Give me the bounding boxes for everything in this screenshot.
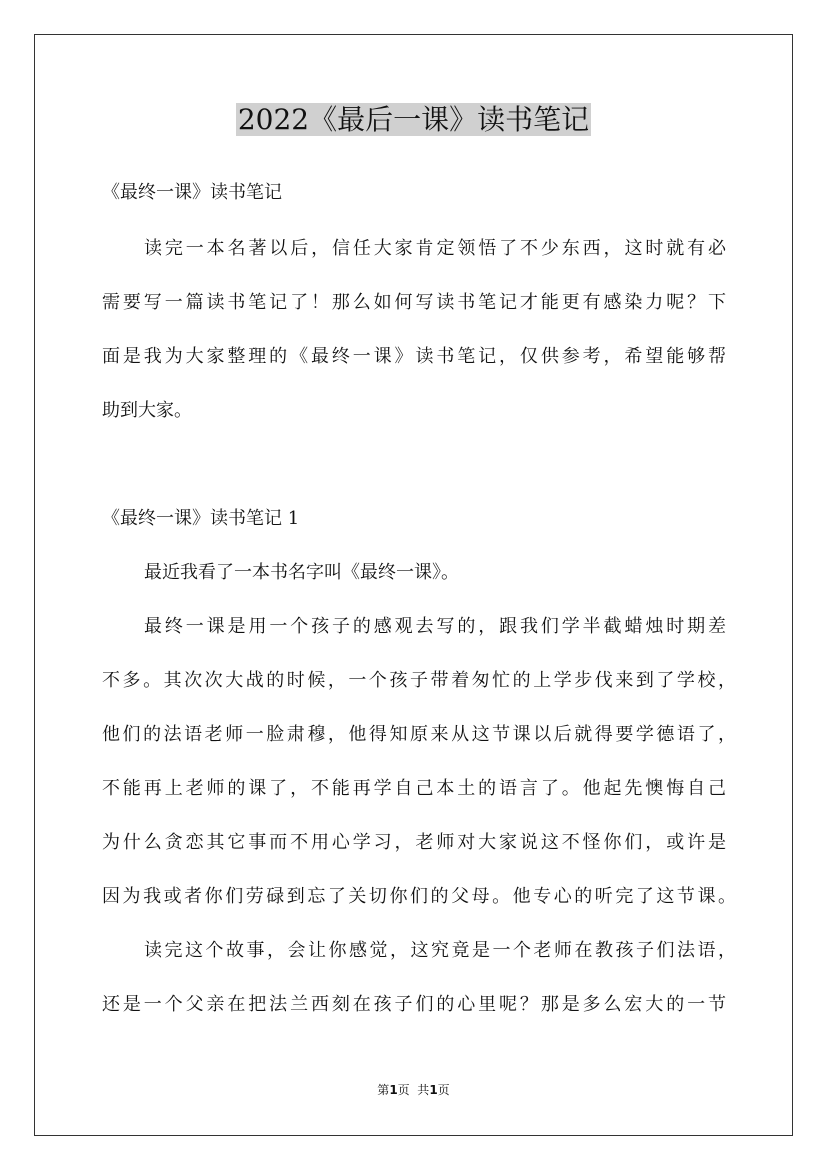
page-label-prefix: 第 bbox=[377, 1083, 390, 1097]
page-label-mid: 页 共 bbox=[397, 1083, 430, 1097]
section-heading: 《最终一课》读书笔记 1 bbox=[102, 508, 300, 529]
paragraph-line: 最近我看了一本书名字叫《最终一课》。 bbox=[144, 562, 459, 583]
page-total: 1 bbox=[429, 1083, 438, 1097]
intro-line: 助到大家。 bbox=[102, 400, 192, 421]
intro-line: 读完一本名著以后，信任大家肯定领悟了不少东西，这时就有必 bbox=[144, 238, 726, 259]
paragraph-line: 为什么贪恋其它事而不用心学习，老师对大家说这不怪你们，或许是 bbox=[102, 832, 726, 853]
intro-line: 需要写一篇读书笔记了！那么如何写读书笔记才能更有感染力呢？下 bbox=[102, 292, 726, 313]
page-label-suffix: 页 bbox=[437, 1083, 450, 1097]
paragraph-line: 最终一课是用一个孩子的感观去写的，跟我们学半截蜡烛时期差 bbox=[144, 616, 726, 637]
paragraph-line: 因为我或者你们劳碌到忘了关切你们的父母。他专心的听完了这节课。 bbox=[102, 886, 736, 907]
paragraph-line: 他们的法语老师一脸肃穆，他得知原来从这节课以后就得要学德语了， bbox=[102, 724, 736, 745]
document-subtitle: 《最终一课》读书笔记 bbox=[102, 182, 282, 203]
intro-line: 面是我为大家整理的《最终一课》读书笔记，仅供参考，希望能够帮 bbox=[102, 346, 726, 367]
paragraph-line: 不多。其次次大战的时候，一个孩子带着匆忙的上学步伐来到了学校， bbox=[102, 670, 736, 691]
paragraph-line: 不能再上老师的课了，不能再学自己本土的语言了。他起先懊悔自己 bbox=[102, 778, 726, 799]
document-title bbox=[0, 100, 827, 140]
document-title-text: 2022《最后一课》读书笔记 bbox=[237, 103, 590, 136]
paragraph-line: 还是一个父亲在把法兰西刻在孩子们的心里呢？那是多么宏大的一节 bbox=[102, 994, 726, 1015]
page-footer bbox=[0, 1082, 827, 1098]
page-current: 1 bbox=[389, 1083, 398, 1097]
paragraph-line: 读完这个故事，会让你感觉，这究竟是一个老师在教孩子们法语， bbox=[144, 940, 736, 961]
